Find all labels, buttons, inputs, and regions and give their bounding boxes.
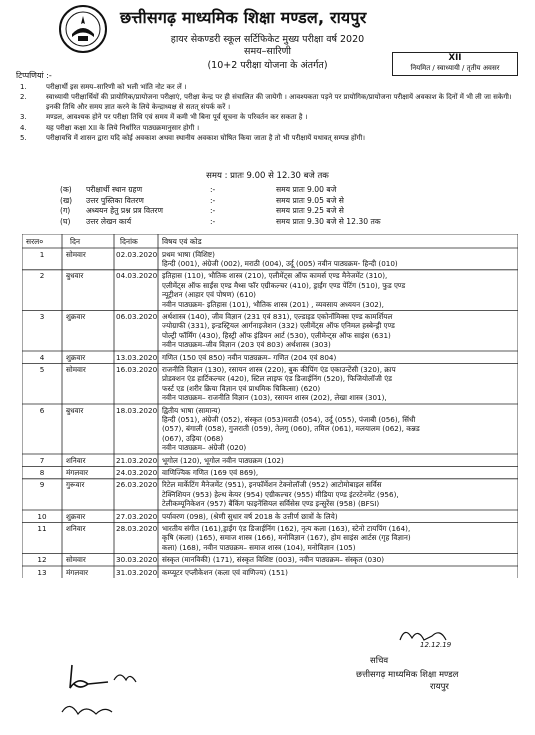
row-subject-line: नवीन पाठ्यक्रम– राजनीति विज्ञान (103), रसायन शास्त्र (202), लेखा शास्त्र (301), <box>162 393 387 403</box>
row-date: 16.03.2020 <box>116 364 158 374</box>
row-serial: 6 <box>39 405 45 415</box>
row-subject-line: द्वितीय भाषा (सामान्य) <box>162 405 221 415</box>
row-subject-line: भारतीय संगीत (161),ड्राईंग एंड डिजाईनिंग (162), नृत्य कला (163), स्टेनो टायपिंग (164), <box>162 523 411 533</box>
row-date: 24.03.2020 <box>116 467 158 477</box>
note-number: 3. <box>20 113 27 122</box>
schedule-letter: (घ) <box>60 216 71 226</box>
schedule-dash: :- <box>210 206 216 215</box>
class-box <box>392 52 518 76</box>
schedule-dash: :- <box>210 216 216 226</box>
row-day: शुक्रवार <box>66 311 86 321</box>
signature-date: 12.12.19 <box>420 641 452 649</box>
footer-place: रायपुर <box>430 682 449 692</box>
left-signature-3 <box>62 706 112 714</box>
note-item <box>20 113 520 122</box>
schedule-row <box>60 206 480 217</box>
row-date: 30.03.2020 <box>116 555 158 565</box>
schedule-row <box>60 217 480 228</box>
note-number: 1. <box>20 83 27 91</box>
row-serial: 4 <box>39 352 45 362</box>
schedule-time: समय प्रातः 9.25 बजे से <box>276 206 344 215</box>
left-signature-2 <box>114 675 136 682</box>
note-item <box>20 83 520 92</box>
row-serial: 13 <box>37 567 47 577</box>
row-day: सोमवार <box>66 555 86 565</box>
category-label: नियमित / स्वाध्यायी / तृतीय अवसर <box>410 64 500 72</box>
notes-list <box>20 83 520 144</box>
row-subject-line: प्रथम भाषा (विशिष्ट) <box>162 249 215 259</box>
schedule-activity: अध्ययन हेतु प्रश्न प्रत्र वितरण <box>86 206 164 215</box>
row-day: शुक्रवार <box>66 352 86 362</box>
schedule-letter: (क) <box>60 185 72 194</box>
row-subject-line: न्यूट्रीशन (आहार एवं पोषण) (610) <box>162 290 256 300</box>
row-subject-line: वाणिज्यिक गणित (169 एवं 869), <box>162 467 259 477</box>
note-number: 5. <box>20 134 27 143</box>
row-date: 26.03.2020 <box>116 480 158 490</box>
designation: सचिव <box>370 656 389 666</box>
row-subject-line: नवीन पाठ्यक्रम– अंग्रेजी (020) <box>162 443 247 453</box>
row-subject-line: प्रोडक्शन एंड हार्टिकल्चर (420), स्टिल लाइफ एंड डिजाईनिंग (520), फिजियोलॉजी एंड <box>162 374 393 384</box>
row-serial: 8 <box>39 467 45 477</box>
footer-board-name: छत्तीसगढ़ माध्यमिक शिक्षा मण्डल <box>356 670 459 680</box>
row-subject-line: कृषि (कला) (165), समाज शास्त्र (166), मनोविज्ञान (167), होम साइंस आर्टस (गृह विज्ञान) <box>162 533 411 543</box>
row-subject-line: इतिहास (110), भौतिक शास्त्र (210), एलीमेंट्स ऑफ कामर्स एण्ड मैनेजमेंट (310), <box>162 271 388 281</box>
left-signature-1 <box>70 665 108 688</box>
row-serial: 12 <box>37 555 47 565</box>
row-date: 21.03.2020 <box>116 455 158 465</box>
header-serial: सरल० <box>26 237 44 246</box>
note-text: परीक्षावधि में शासन द्वारा यदि कोई अवकाश अथवा स्थानीय अवकाश घोषित किया जाता है तो भी परीक्षायें यथावत् सम्पन्न होंगी। <box>46 134 365 143</box>
schedule-activity: उत्तर लेखन कार्य <box>86 216 132 226</box>
exam-schedule-table <box>22 234 518 578</box>
row-date: 06.03.2020 <box>116 311 158 321</box>
row-day: सोमवार <box>66 364 86 374</box>
row-date: 31.03.2020 <box>116 567 158 577</box>
schedule-dash: :- <box>210 195 216 205</box>
schedule-title: समय–सारिणी <box>244 46 291 57</box>
row-subject-line: टेक्निशियन (953) हेल्थ केयर (954) एग्रीकल्चर (955) मीडिया एण्ड इंटरटेनमेंट (956), <box>162 489 399 499</box>
note-text: मण्डल, आवश्यक होने पर परीक्षा तिथि एवं समय में कमी भी बिना पूर्व सूचना के परिवर्तन कर सकता है । <box>46 113 308 122</box>
row-date: 13.03.2020 <box>116 352 158 362</box>
schedule-activity: उत्तर पुस्तिका वितरण <box>86 195 144 205</box>
row-subject-line: अर्थशास्त्र (140), जीव विज्ञान (231 एवं 831), एल्डाइड एकोनॉमिक्स एण्ड कामर्शियल <box>162 311 393 321</box>
row-day: बुधवार <box>66 405 84 415</box>
row-date: 28.03.2020 <box>116 523 158 533</box>
row-serial: 7 <box>39 455 45 465</box>
schedule-list <box>60 185 480 227</box>
scheme-title: (10+2 परीक्षा योजना के अंतर्गत) <box>207 60 328 71</box>
row-subject-line: नवीन पाठ्यक्रम–जीव विज्ञान (203 एवं 803) अर्थशास्त्र (303) <box>162 340 331 350</box>
row-day: शुक्रवार <box>66 511 86 521</box>
row-day: शनिवार <box>66 455 86 465</box>
row-subject-line: (067), उड़िया (068) <box>162 433 224 443</box>
schedule-letter: (ख) <box>60 195 73 205</box>
row-subject-line: एलीमेंट्स ऑफ साईंस एण्ड मैथ्स फॉर एग्रीकल्चर (410), ड्राईंग एण्ड पेंटिंग (510), फुड एण्ड <box>162 280 406 290</box>
class-label: XII <box>448 53 462 63</box>
row-day: बुधवार <box>66 271 84 281</box>
row-serial: 3 <box>39 311 45 321</box>
row-serial: 11 <box>37 523 47 533</box>
note-item <box>20 93 520 112</box>
row-serial: 5 <box>39 364 45 374</box>
row-date: 02.03.2020 <box>116 249 158 259</box>
schedule-row <box>60 196 480 207</box>
row-date: 18.03.2020 <box>116 405 158 415</box>
note-number: 4. <box>20 123 27 132</box>
row-date: 27.03.2020 <box>116 511 158 521</box>
row-subject-line: गणित (150 एवं 850) नवीन पाठ्यक्रम– गणित (204 एवं 804) <box>162 352 337 362</box>
header-subject: विषय एवं कोड <box>162 237 202 246</box>
note-text: यह परीक्षा कक्षा XII के लिये निर्धारित पाठ्यक्रमानुसार होगी । <box>46 123 200 132</box>
schedule-row <box>60 185 480 196</box>
note-number: 2. <box>20 93 27 102</box>
row-subject-line: ज्योग्राफी (331), इन्डस्ट्रियल आर्गनाइजेशन (332) एलीमेंट्स ऑफ एनिमल हस्बेन्ड्री एण्ड <box>162 321 395 331</box>
row-serial: 10 <box>37 511 47 521</box>
exam-title: हायर सेकण्डरी स्कूल सर्टिफिकेट मुख्य परीक्षा वर्ष 2020 <box>170 34 365 45</box>
row-day: गुरूवार <box>66 480 85 490</box>
row-subject-line: (057), बंगाली (058), गुजराती (059), तेलगू (060), तमिल (061), मलयालम (062), कन्नड <box>162 424 420 434</box>
schedule-dash: :- <box>210 185 216 194</box>
board-title: छत्तीसगढ़ माध्यमिक शिक्षा मण्डल, रायपुर <box>120 8 367 27</box>
row-day: मंगलवार <box>66 467 89 477</box>
header-day: दिन <box>70 237 81 246</box>
row-serial: 2 <box>39 271 45 281</box>
note-item <box>20 134 520 143</box>
row-subject-line: हिन्दी (051), अंग्रेजी (052), संस्कृत (053)मराठी (054), उर्दू (055), पंजाबी (056), सिंधी <box>162 414 416 424</box>
note-text: स्वाध्यायी परीक्षार्थियों की प्रायोगिक/प्रायोजना परीक्षाएं, परीक्षा केन्द्र पर ही संचालित की जायेगी । आवश्यकता पड़ने पर प्रायोगिक/प्रायोजना परीक्षायें अवकाश के दिनों में भी ली जा सकेगी। इनकी तिथि और समय ज्ञात करने के लिये केन्द्राध्यक्ष से सतत् संपर्क करें । <box>46 93 512 111</box>
row-subject-line: भूगोल (120), भूगोल नवीन पाठ्यक्रम (102) <box>162 455 284 465</box>
schedule-letter: (ग) <box>60 206 71 215</box>
row-subject-line: कम्प्यूटर एप्लीकेशन (कला एवं वाणिज्य) (151) <box>162 567 288 577</box>
row-serial: 1 <box>39 249 45 259</box>
row-subject-line: रिटेल मार्केटिंग मैनेजमेंट (951), इनफॉर्मेशन टेक्नोलॉजी (952) आटोमोबाइल सर्विस <box>162 480 382 490</box>
schedule-time: समय प्रातः 9.05 बजे से <box>276 195 344 205</box>
note-item <box>20 124 520 133</box>
row-date: 04.03.2020 <box>116 271 158 281</box>
note-text: परीक्षार्थी इस समय–सारिणी को भली भांति नोट कर लें । <box>46 83 187 91</box>
notes-label: टिप्पणियां :- <box>16 71 52 80</box>
row-subject-line: राजनीति विज्ञान (130), रसायन शास्त्र (220), बुक कीपिंग एंड एकाउन्टेंसी (320), क्राप <box>162 364 396 374</box>
schedule-time: समय प्रातः 9.30 बजे से 12.30 तक <box>276 216 381 226</box>
schedule-time: समय प्रातः 9.00 बजे <box>276 185 337 194</box>
row-subject-line: टेलीकम्यूनिकेशन (957) बैंकिंग फाइनेंसियल सर्विसेस एण्ड इन्सुरेंस (958) (BFSI) <box>162 499 380 509</box>
row-subject-line: फर्स्ट एड (शरीर क्रिया विज्ञान एवं प्राथमिक चिकित्सा) (620) <box>162 383 321 393</box>
exam-time-line: समय : प्रातः 9.00 से 12.30 बजे तक <box>206 171 329 181</box>
row-subject-line: पर्यावरण (098), (श्रेणी सुधार वर्ष 2018 के उत्तीर्ण छात्रों के लिये) <box>162 511 338 521</box>
schedule-activity: परीक्षार्थी स्थान ग्रहण <box>86 185 143 194</box>
row-subject-line: संस्कृत (मानविकी) (171), संस्कृत विशिष्ट (003), नवीन पाठ्यक्रम– संस्कृत (030) <box>162 555 385 565</box>
row-serial: 9 <box>39 480 45 490</box>
row-subject-line: नवीन पाठ्यक्रम- इतिहास (101), भौतिक शास्त्र (201) , व्यवसाय अध्ययन (302), <box>162 299 384 309</box>
header-date: दिनांक <box>120 237 138 246</box>
row-day: मंगलवार <box>66 567 89 577</box>
row-day: शनिवार <box>66 523 86 533</box>
row-subject-line: हिन्दी (001), अंग्रेजी (002), मराठी (004), उर्दू (005) नवीन पाठ्यक्रम- हिन्दी (010) <box>162 258 398 268</box>
secretary-signature <box>400 632 446 640</box>
row-subject-line: कला) (168), नवीन पाठ्यक्रम– समाज शास्त्र (104), मनोविज्ञान (105) <box>162 542 356 552</box>
row-day: सोमवार <box>66 249 86 259</box>
row-subject-line: पोल्ट्री फॉर्मिंग (430), हिस्ट्री ऑफ इंडियन आर्ट (530), एलीमेन्ट्स ऑफ साइंस (631) <box>162 330 391 340</box>
